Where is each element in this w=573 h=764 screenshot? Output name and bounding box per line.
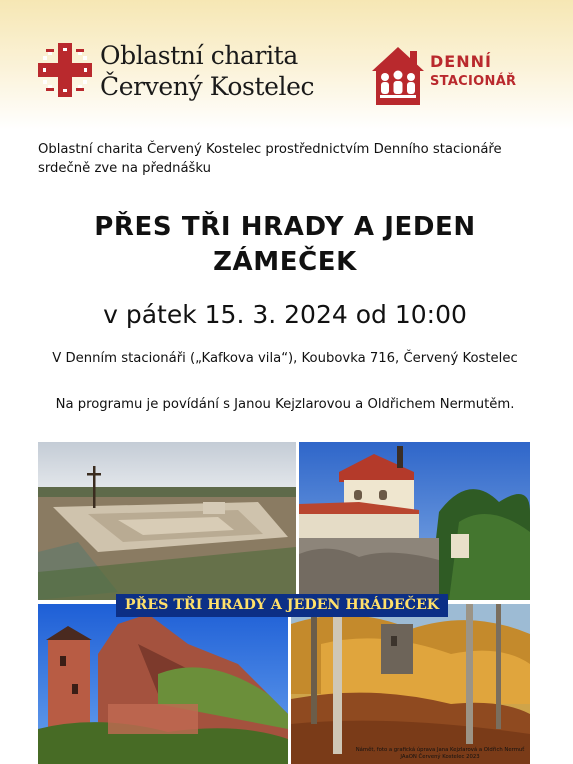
photo-collage xyxy=(38,442,530,764)
intro-line1: Oblastní charita Červený Kostelec prostřednictvím Denního stacionáře xyxy=(38,142,502,157)
event-program: Na programu je povídání s Janou Kejzlarovou a Oldřichem Nermutěm. xyxy=(55,397,515,412)
photo-autumn-forest-tower xyxy=(291,604,530,764)
event-venue: V Denním stacionáři („Kafkova vila“), Koubovka 716, Červený Kostelec xyxy=(52,351,518,366)
stacionar-line2: STACIONÁŘ xyxy=(430,74,517,89)
collage-banner: PŘES TŘI HRADY A JEDEN HRÁDEČEK xyxy=(116,594,448,617)
stacionar-logo-text xyxy=(430,52,516,92)
event-title xyxy=(40,210,530,280)
photo-ruins-foundation xyxy=(38,442,296,600)
photo-red-castle-ruin xyxy=(38,604,288,764)
organization-name xyxy=(100,40,335,102)
event-date: v pátek 15. 3. 2024 od 10:00 xyxy=(103,300,467,329)
org-name-line2: Červený Kostelec xyxy=(100,72,315,101)
event-title-line1: PŘES TŘI HRADY A JEDEN xyxy=(94,212,476,242)
intro-line2: srdečně zve na přednášku xyxy=(38,161,212,176)
house-people-icon xyxy=(370,45,426,107)
photo-credit xyxy=(350,747,530,760)
photo-credit-line2: JAaON Červený Kostelec 2023 xyxy=(400,753,480,760)
intro-text xyxy=(38,140,538,178)
photo-credit-line1: Námět, foto a grafická úprava Jana Kejzlarová a Oldřich Nermuť xyxy=(355,747,525,753)
event-title-line2: ZÁMEČEK xyxy=(213,247,357,277)
stacionar-line1: DENNÍ xyxy=(430,52,492,71)
caritas-cross-icon xyxy=(38,43,92,97)
photo-castle-chapel xyxy=(299,442,530,600)
org-name-line1: Oblastní charita xyxy=(100,41,298,70)
